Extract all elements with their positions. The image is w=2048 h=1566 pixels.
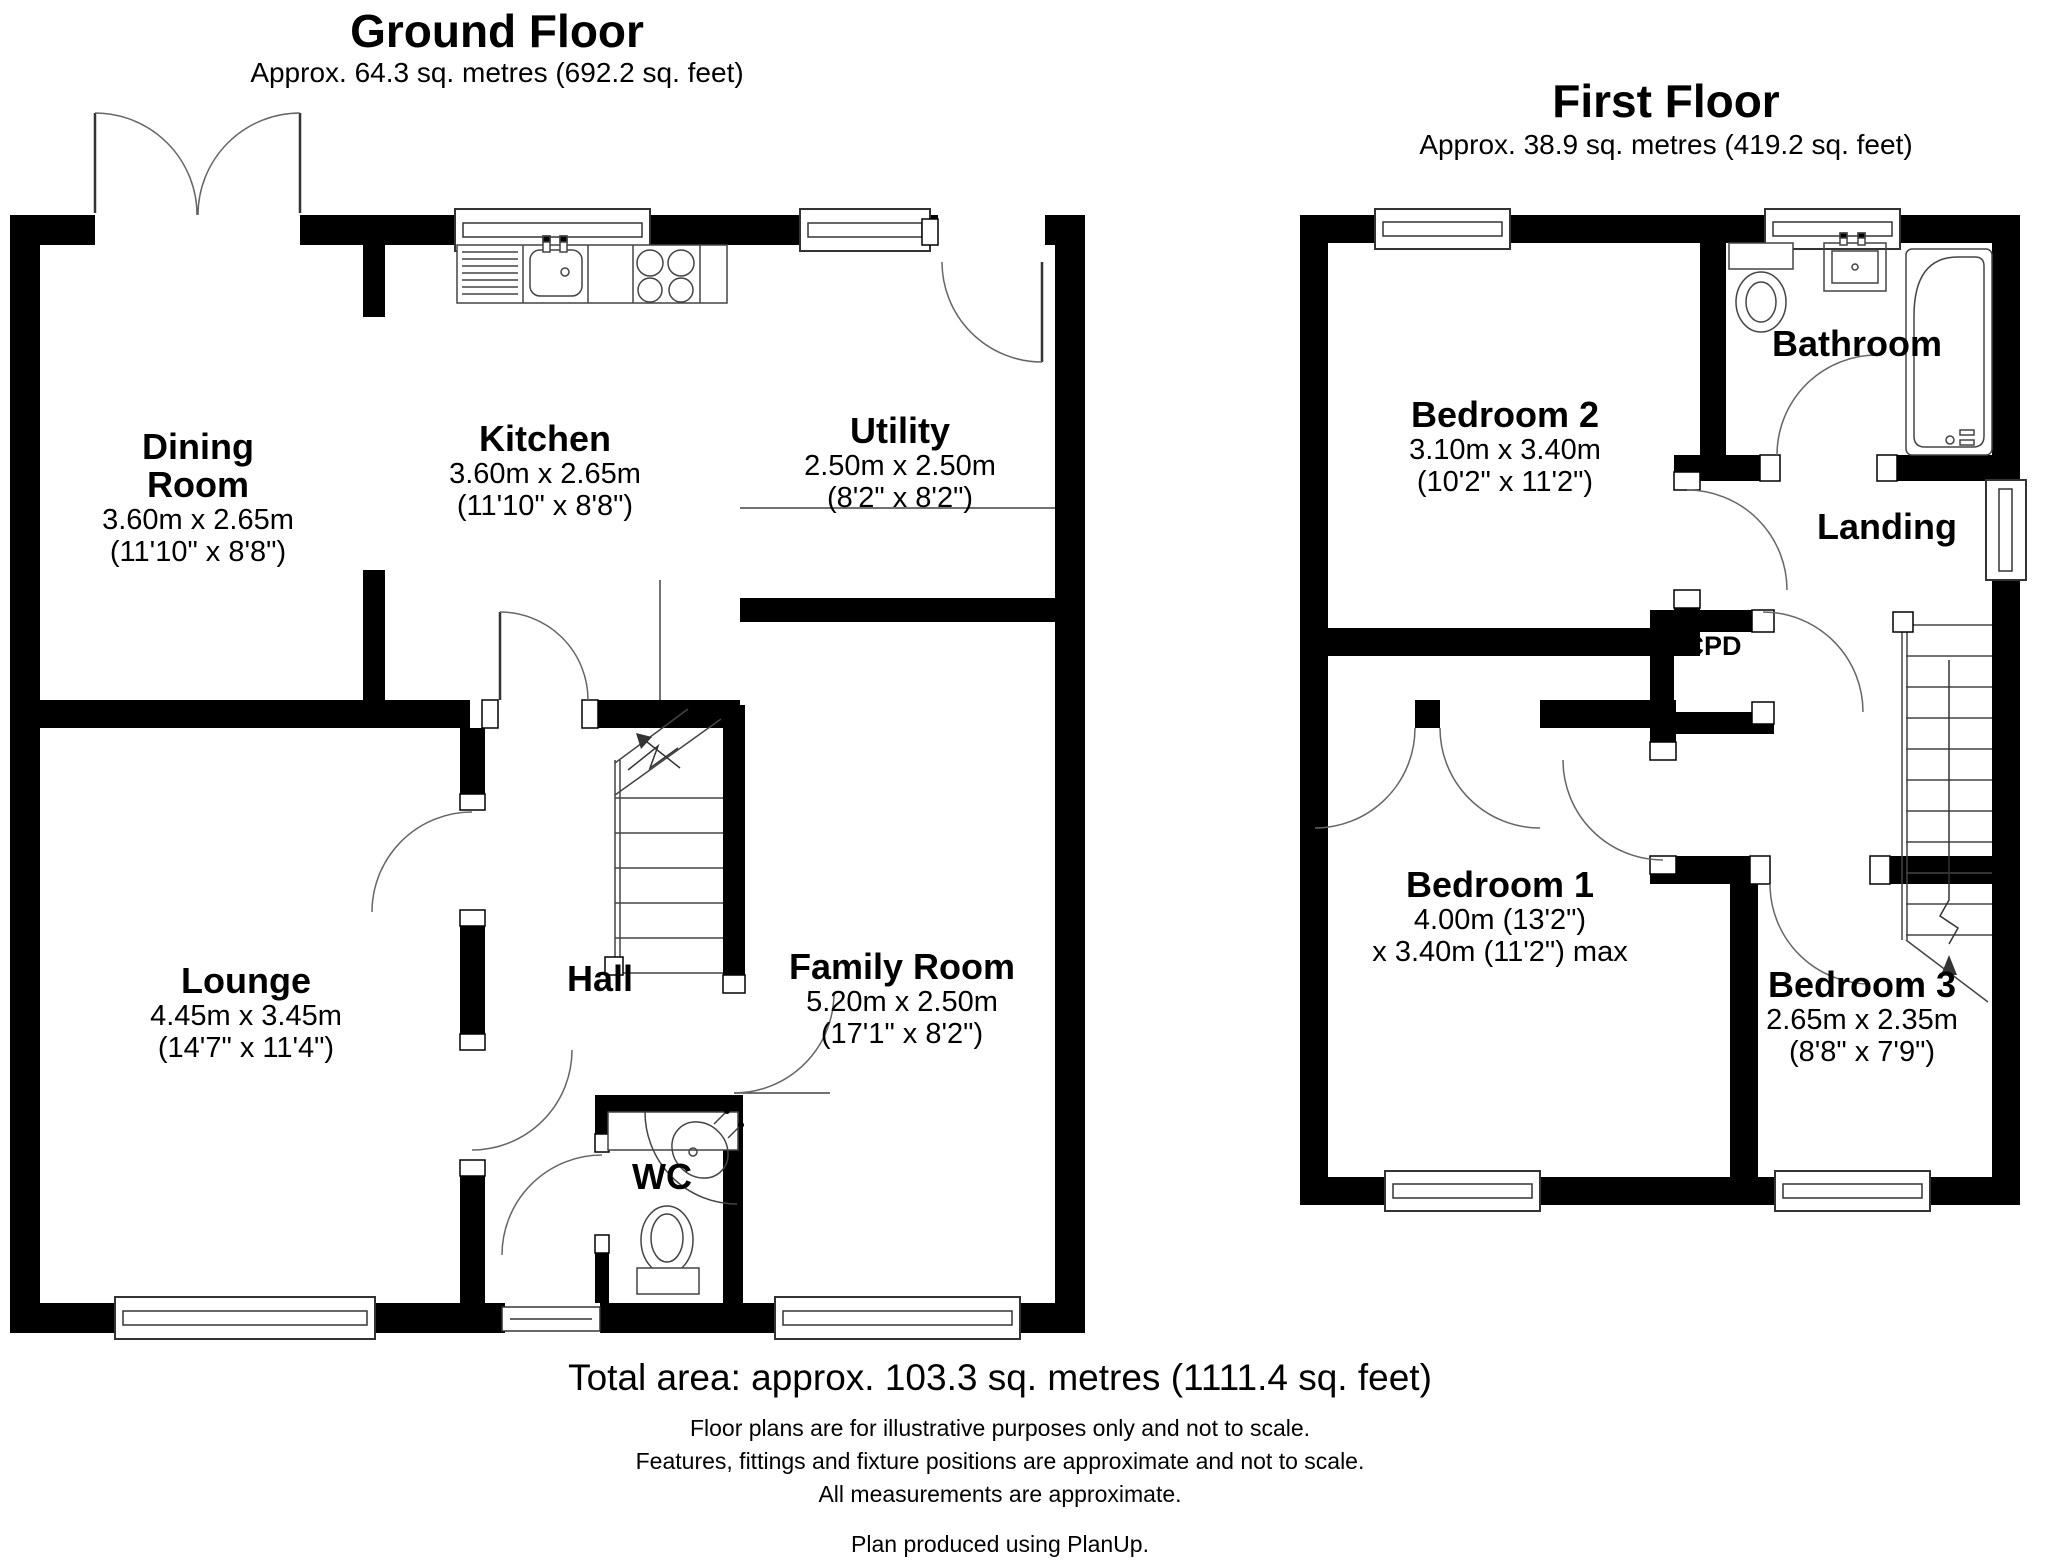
kitchen-counter: [457, 236, 727, 303]
disclaimer-line-3: All measurements are approximate.: [818, 1481, 1182, 1507]
room-dim-imperial: (8'8" x 7'9"): [1788, 1036, 1936, 1069]
ground-walls: [10, 215, 1085, 1333]
first-floor-subtitle: Approx. 38.9 sq. metres (419.2 sq. feet): [1419, 129, 1913, 160]
toilet-icon: [1729, 243, 1793, 332]
bedroom1-door: [1563, 760, 1663, 860]
room-dim-metric: 4.00m (13'2"): [1413, 903, 1587, 936]
room-name: Landing: [1817, 506, 1957, 547]
ground-floor-subtitle: Approx. 64.3 sq. metres (692.2 sq. feet): [250, 57, 744, 88]
room-dim-imperial: (8'2" x 8'2"): [826, 482, 974, 515]
room-name: Kitchen: [478, 418, 612, 459]
disclaimer-line-2: Features, fittings and fixture positions are approximate and not to scale.: [635, 1448, 1365, 1474]
wc-toilet-icon: [637, 1206, 699, 1294]
room-label-dining: [92, 428, 304, 569]
room-name: Dining Room: [142, 426, 254, 505]
room-dim-imperial: (11'10" x 8'8"): [109, 536, 287, 569]
room-name: Bathroom: [1772, 323, 1942, 364]
cpd-door: [1763, 612, 1863, 712]
room-dim-imperial: (14'7" x 11'4"): [157, 1032, 335, 1065]
room-dim-metric: 3.60m x 2.65m: [449, 457, 641, 490]
ground-windows: [115, 209, 1020, 1339]
room-label-bathroom: [1772, 325, 1942, 363]
room-name: WC: [632, 1156, 692, 1197]
credit-text: Plan produced using PlanUp.: [851, 1531, 1149, 1557]
room-name: Bedroom 2: [1410, 394, 1600, 435]
room-name: Bedroom 1: [1405, 864, 1595, 905]
room-name: Hall: [566, 958, 634, 999]
room-dim-imperial: (17'1" x 8'2"): [820, 1018, 984, 1051]
first-stairs: [1893, 612, 1992, 1002]
room-label-family: [785, 948, 1020, 1051]
room-label-landing: [1817, 508, 1957, 546]
room-label-wc: [632, 1158, 692, 1196]
total-area-text: Total area: approx. 103.3 sq. metres (1111.4 sq. feet): [568, 1357, 1432, 1398]
room-name: Bedroom 3: [1767, 964, 1957, 1005]
room-label-bedroom3: [1766, 966, 1958, 1069]
room-label-kitchen: [449, 420, 641, 523]
wardrobe-door-left: [1315, 728, 1415, 828]
room-name: Family Room: [788, 946, 1016, 987]
wardrobe-door-right: [1440, 728, 1540, 828]
bathroom-door: [1777, 355, 1877, 455]
room-label-utility: [804, 412, 996, 515]
room-label-bedroom2: [1409, 396, 1601, 499]
room-dim-metric: 2.65m x 2.35m: [1766, 1003, 1958, 1036]
disclaimer-line-1: Floor plans are for illustrative purposes only and not to scale.: [689, 1415, 1311, 1441]
room-label-bedroom1: [1372, 866, 1627, 969]
room-dim-imperial: (11'10" x 8'8"): [456, 490, 634, 523]
room-dim-metric: 3.10m x 3.40m: [1409, 433, 1601, 466]
room-label-cpd: [1684, 632, 1741, 662]
first-floor-title: First Floor: [1552, 75, 1780, 127]
room-dim-metric: 2.50m x 2.50m: [804, 449, 996, 482]
draining-board: [462, 252, 518, 294]
room-label-hall: [567, 960, 633, 998]
room-name: Utility: [849, 410, 951, 451]
room-name: Lounge: [181, 960, 311, 1001]
room-dim-metric: 4.45m x 3.45m: [150, 999, 342, 1032]
ground-floor-plan: [10, 113, 1085, 1339]
room-dim-imperial: x 3.40m (11'2") max: [1372, 936, 1628, 969]
room-name: CPD: [1684, 631, 1742, 661]
room-dim-imperial: (10'2" x 11'2"): [1416, 466, 1594, 499]
bedroom2-door: [1687, 490, 1787, 590]
ground-floor-title: Ground Floor: [350, 5, 644, 57]
room-label-lounge: [150, 962, 342, 1065]
room-dim-metric: 3.60m x 2.65m: [102, 503, 294, 536]
room-dim-metric: 5.20m x 2.50m: [806, 985, 998, 1018]
ground-stairs: [605, 709, 723, 975]
